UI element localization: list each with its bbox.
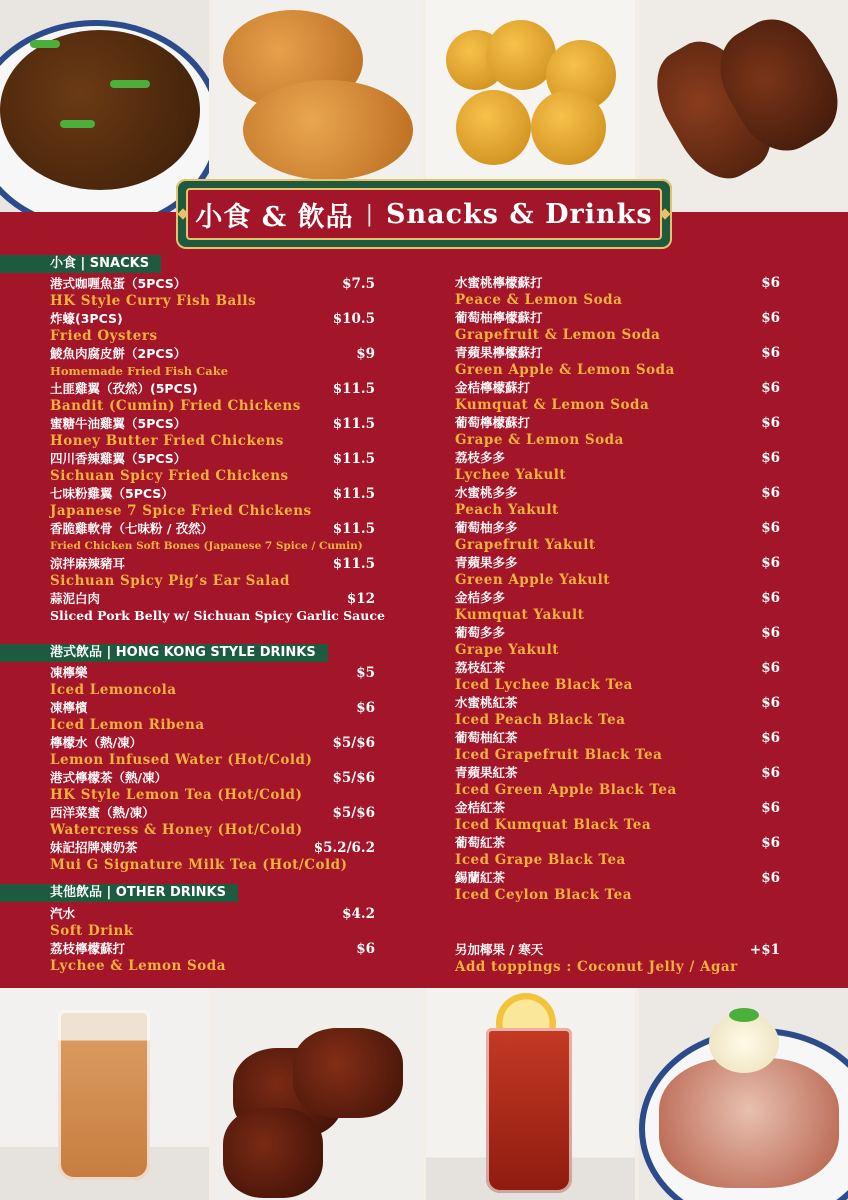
menu-item (455, 450, 780, 485)
menu-item (455, 660, 780, 695)
item-english-name: Peace & Lemon Soda (455, 292, 623, 308)
item-chinese-name: 金桔紅茶 (455, 800, 506, 815)
hk-drinks-list (50, 665, 375, 875)
section-snacks-heading: 小食 | SNACKS (0, 255, 161, 273)
menu-item (50, 521, 375, 556)
item-english-name: Grapefruit & Lemon Soda (455, 327, 661, 343)
item-price: $6 (761, 485, 780, 501)
menu-item (50, 556, 375, 591)
item-price: $6 (761, 450, 780, 466)
item-english-name: Iced Lemon Ribena (50, 717, 205, 733)
item-english-name: Add toppings : Coconut Jelly / Agar (455, 959, 738, 975)
menu-item (455, 835, 780, 870)
title-separator: | (365, 201, 374, 227)
item-english-name: Iced Ceylon Black Tea (455, 887, 632, 903)
item-chinese-name: 妹記招牌凍奶茶 (50, 840, 138, 855)
menu-item (455, 380, 780, 415)
item-price: $10.5 (332, 311, 375, 327)
item-price: $6 (761, 380, 780, 396)
right-drinks-list (455, 275, 780, 905)
item-chinese-name: 葡萄檸檬蘇打 (455, 415, 531, 430)
item-english-name: HK Style Curry Fish Balls (50, 293, 257, 309)
item-english-name: Grape Yakult (455, 642, 559, 658)
item-price: $6 (761, 835, 780, 851)
page-title (186, 188, 662, 240)
item-english-name: Sichuan Spicy Fried Chickens (50, 468, 289, 484)
item-english-name: Peach Yakult (455, 502, 559, 518)
item-english-name: Iced Grapefruit Black Tea (455, 747, 663, 763)
photo-glazed-chicken-wings (213, 988, 422, 1200)
item-english-name: Iced Grape Black Tea (455, 852, 626, 868)
item-price: $11.5 (332, 381, 375, 397)
item-chinese-name: 青蘋果紅茶 (455, 765, 518, 780)
item-chinese-name: 蒜泥白肉 (50, 591, 101, 606)
item-price: $6 (761, 555, 780, 571)
item-chinese-name: 土匪雞翼（孜然）(5PCS) (50, 381, 198, 396)
item-chinese-name: 港式檸檬茶（熱/凍） (50, 770, 168, 785)
item-price: $6 (761, 345, 780, 361)
item-chinese-name: 另加椰果 / 寒天 (455, 942, 544, 957)
menu-item (455, 345, 780, 380)
item-english-name: Bandit (Cumin) Fried Chickens (50, 398, 301, 414)
item-price: $6 (761, 625, 780, 641)
item-price: $7.5 (342, 276, 375, 292)
item-english-name: Soft Drink (50, 923, 134, 939)
item-chinese-name: 汽水 (50, 906, 76, 921)
item-english-name: Kumquat Yakult (455, 607, 585, 623)
menu-item (455, 870, 780, 905)
item-english-name: Iced Green Apple Black Tea (455, 782, 677, 798)
item-chinese-name: 葡萄柚多多 (455, 520, 518, 535)
menu-item (50, 451, 375, 486)
menu-item (455, 590, 780, 625)
item-english-name: Honey Butter Fried Chickens (50, 433, 284, 449)
item-chinese-name: 荔枝檸檬蘇打 (50, 941, 126, 956)
photo-fried-chicken (639, 0, 848, 212)
item-chinese-name: 凍檸樂 (50, 665, 88, 680)
menu-item (50, 735, 375, 770)
title-banner (176, 179, 672, 249)
item-english-name: Green Apple & Lemon Soda (455, 362, 675, 378)
photo-iced-lemon-tea (426, 988, 635, 1200)
menu-item (50, 346, 375, 381)
menu-item (50, 311, 375, 346)
item-chinese-name: 炸蠔(3PCS) (50, 311, 123, 326)
bottom-photo-strip (0, 988, 848, 1200)
title-english: Snacks & Drinks (386, 198, 653, 230)
item-chinese-name: 葡萄柚紅茶 (455, 730, 518, 745)
item-english-name: Green Apple Yakult (455, 572, 610, 588)
item-price: $11.5 (332, 451, 375, 467)
toppings-block (455, 942, 780, 977)
item-price: $6 (761, 520, 780, 536)
snacks-list (50, 276, 385, 626)
menu-item (50, 840, 375, 875)
item-price: $5 (356, 665, 375, 681)
title-chinese: 小食 & 飲品 (195, 201, 354, 233)
item-english-name: Japanese 7 Spice Fried Chickens (50, 503, 312, 519)
item-price: $6 (761, 695, 780, 711)
item-price: $12 (346, 591, 375, 607)
item-chinese-name: 荔枝多多 (455, 450, 506, 465)
item-chinese-name: 港式咖喱魚蛋（5PCS） (50, 276, 187, 291)
item-price: $6 (761, 310, 780, 326)
other-drinks-list (50, 906, 375, 976)
item-chinese-name: 涼拌麻辣豬耳 (50, 556, 126, 571)
item-price: $6 (356, 941, 375, 957)
item-price: $5/$6 (332, 770, 375, 786)
item-english-name: Iced Lemoncola (50, 682, 177, 698)
item-english-name: Lemon Infused Water (Hot/Cold) (50, 752, 313, 768)
item-price: $6 (761, 590, 780, 606)
item-english-name: Fried Chicken Soft Bones (Japanese 7 Spice / Cumin) (50, 540, 363, 552)
item-price: $6 (761, 660, 780, 676)
item-chinese-name: 七味粉雞翼（5PCS） (50, 486, 174, 501)
item-english-name: HK Style Lemon Tea (Hot/Cold) (50, 787, 303, 803)
item-english-name: Mui G Signature Milk Tea (Hot/Cold) (50, 857, 348, 873)
item-price: $11.5 (332, 486, 375, 502)
menu-item (50, 665, 375, 700)
menu-item (50, 805, 375, 840)
menu-item (455, 520, 780, 555)
item-price: $6 (761, 800, 780, 816)
menu-item (50, 700, 375, 735)
item-english-name: Watercress & Honey (Hot/Cold) (50, 822, 303, 838)
item-english-name: Sichuan Spicy Pig’s Ear Salad (50, 573, 290, 589)
photo-milk-tea (0, 988, 209, 1200)
item-price: $11.5 (332, 521, 375, 537)
item-chinese-name: 鯪魚肉腐皮餅（2PCS） (50, 346, 187, 361)
menu-item (50, 486, 375, 521)
section-other-drinks-heading: 其他飲品 | OTHER DRINKS (0, 884, 238, 902)
item-chinese-name: 金桔多多 (455, 590, 506, 605)
item-chinese-name: 葡萄多多 (455, 625, 506, 640)
item-english-name: Grape & Lemon Soda (455, 432, 624, 448)
menu-item (50, 591, 385, 626)
item-english-name: Fried Oysters (50, 328, 158, 344)
menu-item (50, 770, 375, 805)
item-chinese-name: 青蘋果多多 (455, 555, 518, 570)
menu-item (455, 275, 780, 310)
item-english-name: Iced Kumquat Black Tea (455, 817, 652, 833)
item-chinese-name: 葡萄紅茶 (455, 835, 506, 850)
item-price: $4.2 (342, 906, 375, 922)
item-chinese-name: 葡萄柚檸檬蘇打 (455, 310, 543, 325)
item-chinese-name: 香脆雞軟骨（七味粉 / 孜然） (50, 521, 214, 536)
item-price: $5/$6 (332, 735, 375, 751)
menu-item (50, 941, 375, 976)
item-english-name: Sliced Pork Belly w/ Sichuan Spicy Garlic Sauce (50, 608, 385, 623)
item-price: $5/$6 (332, 805, 375, 821)
menu-item (455, 942, 780, 977)
item-chinese-name: 凍檸檳 (50, 700, 88, 715)
item-price: $6 (761, 730, 780, 746)
item-english-name: Kumquat & Lemon Soda (455, 397, 650, 413)
item-english-name: Iced Lychee Black Tea (455, 677, 633, 693)
item-price: +$1 (749, 942, 780, 958)
item-english-name: Homemade Fried Fish Cake (50, 364, 229, 378)
item-price: $9 (356, 346, 375, 362)
item-chinese-name: 西洋菜蜜（熱/凍） (50, 805, 155, 820)
item-price: $5.2/6.2 (313, 840, 375, 856)
item-english-name: Grapefruit Yakult (455, 537, 596, 553)
menu-item (455, 730, 780, 765)
item-chinese-name: 檸檬水（熱/凍） (50, 735, 143, 750)
item-chinese-name: 水蜜桃紅茶 (455, 695, 518, 710)
photo-pigs-ear (0, 0, 209, 212)
item-chinese-name: 荔枝紅茶 (455, 660, 506, 675)
item-price: $6 (761, 870, 780, 886)
menu-item (455, 555, 780, 590)
menu-item (455, 695, 780, 730)
item-chinese-name: 水蜜桃多多 (455, 485, 518, 500)
item-english-name: Lychee & Lemon Soda (50, 958, 226, 974)
item-chinese-name: 蜜糖牛油雞翼（5PCS） (50, 416, 187, 431)
item-english-name: Lychee Yakult (455, 467, 567, 483)
item-price: $11.5 (332, 556, 375, 572)
item-price: $6 (356, 700, 375, 716)
item-chinese-name: 錫蘭紅茶 (455, 870, 506, 885)
item-chinese-name: 四川香辣雞翼（5PCS） (50, 451, 187, 466)
item-chinese-name: 水蜜桃檸檬蘇打 (455, 275, 543, 290)
menu-item (455, 415, 780, 450)
menu-item (50, 906, 375, 941)
item-chinese-name: 金桔檸檬蘇打 (455, 380, 531, 395)
menu-item (455, 485, 780, 520)
menu-item (455, 625, 780, 660)
menu-item (455, 765, 780, 800)
item-price: $6 (761, 415, 780, 431)
photo-sliced-pork-belly (639, 988, 848, 1200)
menu-item (50, 276, 375, 311)
item-price: $11.5 (332, 416, 375, 432)
menu-item (50, 416, 375, 451)
item-price: $6 (761, 765, 780, 781)
menu-item (50, 381, 375, 416)
menu-item (455, 310, 780, 345)
item-english-name: Iced Peach Black Tea (455, 712, 626, 728)
section-hk-drinks-heading: 港式飲品 | HONG KONG STYLE DRINKS (0, 644, 328, 662)
item-price: $6 (761, 275, 780, 291)
menu-item (455, 800, 780, 835)
item-chinese-name: 青蘋果檸檬蘇打 (455, 345, 543, 360)
